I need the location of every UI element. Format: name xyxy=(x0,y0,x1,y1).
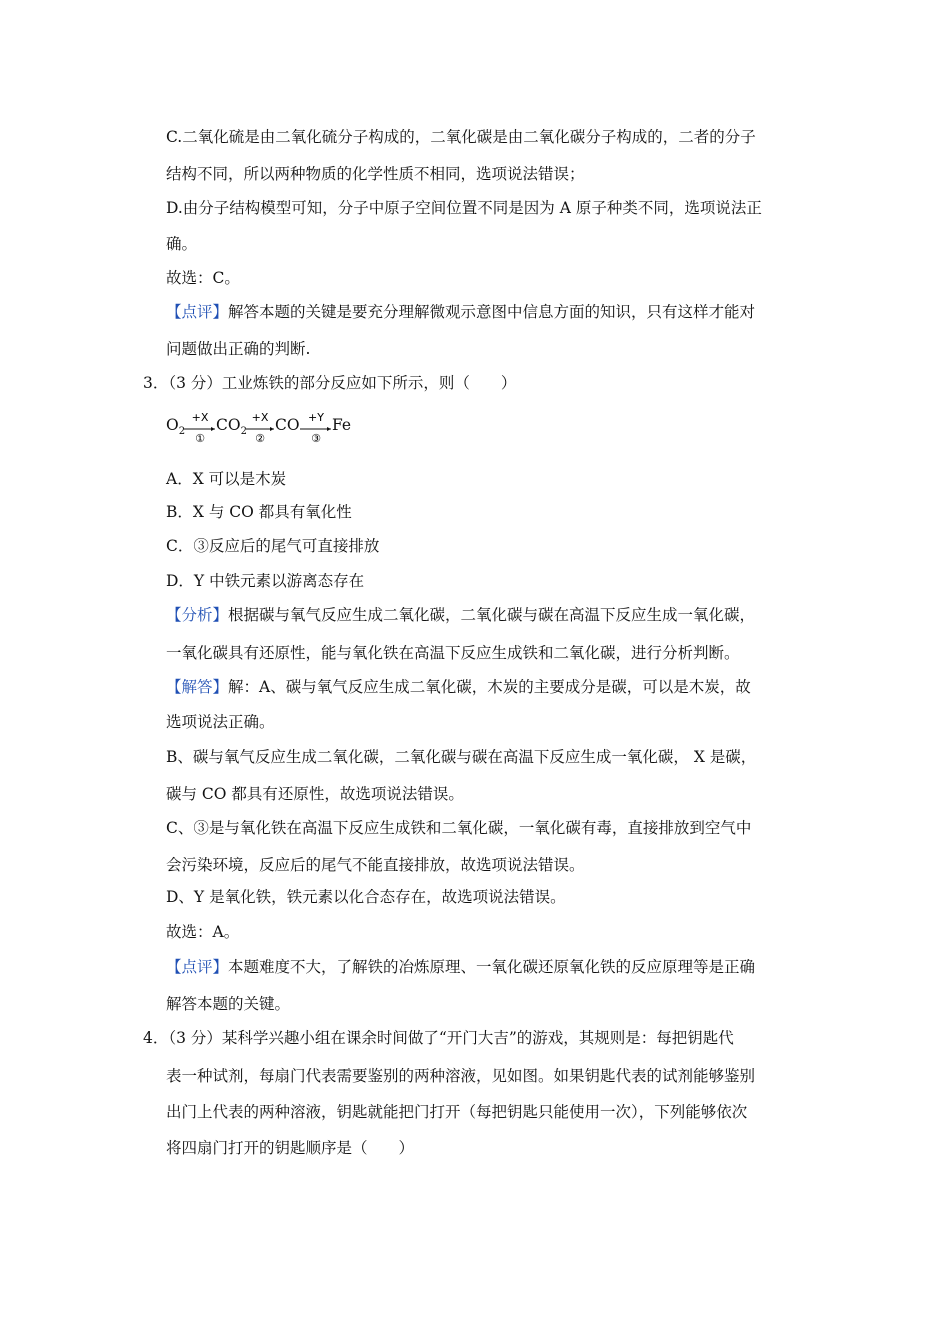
reagent-label: +X xyxy=(251,411,269,424)
text-line: 问题做出正确的判断. xyxy=(166,340,311,358)
text-line: C.二氧化硫是由二氧化硫分子构成的，二氧化碳是由二氧化碳分子构成的，二者的分子 xyxy=(166,128,756,146)
comment-tag: 【点评】 xyxy=(166,958,229,976)
text-line: 故选：A。 xyxy=(166,923,240,941)
step-number: ① xyxy=(195,432,205,445)
text-line: 出门上代表的两种溶液，钥匙就能把门打开（每把钥匙只能使用一次），下列能够依次 xyxy=(166,1103,748,1121)
text-line: C、③是与氧化铁在高温下反应生成铁和二氧化碳，一氧化碳有毒，直接排放到空气中 xyxy=(166,819,752,837)
answer-text: 解：A、碳与氧气反应生成二氧化碳，木炭的主要成分是碳，可以是木炭，故 xyxy=(228,678,751,696)
text-line: 一氧化碳具有还原性，能与氧化铁在高温下反应生成铁和二氧化碳，进行分析判断。 xyxy=(166,644,740,662)
reaction-arrows xyxy=(166,408,366,448)
text-line: B、碳与氧气反应生成二氧化碳，二氧化碳与碳在高温下反应生成一氧化碳， X 是碳， xyxy=(166,748,757,766)
question-4-stem: 4．（3 分）某科学兴趣小组在课余时间做了“开门大吉”的游戏，其规则是：每把钥匙代 xyxy=(143,1029,734,1047)
step-number: ③ xyxy=(311,432,321,445)
option-d: D．Y 中铁元素以游离态存在 xyxy=(166,572,365,590)
option-c: C．③反应后的尾气可直接排放 xyxy=(166,537,380,555)
reaction-equation xyxy=(166,408,366,448)
text-line: D、Y 是氧化铁，铁元素以化合态存在，故选项说法错误。 xyxy=(166,888,566,906)
text-line: 确。 xyxy=(166,235,198,253)
text-line: 表一种试剂，每扇门代表需要鉴别的两种溶液，见如图。如果钥匙代表的试剂能够鉴别 xyxy=(166,1067,756,1085)
arrow-step-1 xyxy=(184,411,215,445)
option-a: A．X 可以是木炭 xyxy=(166,470,287,488)
answer-block xyxy=(166,677,751,697)
comment-block xyxy=(166,957,755,977)
option-b: B．X 与 CO 都具有氧化性 xyxy=(166,503,352,521)
arrow-step-2 xyxy=(246,411,274,445)
text-line: 碳与 CO 都具有还原性，故选项说法错误。 xyxy=(166,785,464,803)
comment-tag: 【点评】 xyxy=(166,303,229,321)
text-line: 将四扇门打开的钥匙顺序是（ ） xyxy=(166,1139,415,1157)
question-3-stem: 3．（3 分）工业炼铁的部分反应如下所示，则（ ） xyxy=(143,374,517,392)
analysis-block xyxy=(166,605,755,625)
reagent-label: +X xyxy=(191,411,209,424)
comment-text: 解答本题的关键是要充分理解微观示意图中信息方面的知识，只有这样才能对 xyxy=(228,303,756,321)
species-o2: $O_2$ xyxy=(166,416,186,438)
answer-tag: 【解答】 xyxy=(166,678,229,696)
analysis-text: 根据碳与氧气反应生成二氧化碳，二氧化碳与碳在高温下反应生成一氧化碳， xyxy=(228,606,756,624)
species-co2: $CO_2$ xyxy=(216,416,247,438)
analysis-tag: 【分析】 xyxy=(166,606,229,624)
text-line: 结构不同，所以两种物质的化学性质不相同，选项说法错误； xyxy=(166,165,585,183)
arrow-step-3 xyxy=(300,411,331,445)
comment-text: 本题难度不大，了解铁的冶炼原理、一氧化碳还原氧化铁的反应原理等是正确 xyxy=(228,958,756,976)
text-line: 会污染环境，反应后的尾气不能直接排放，故选项说法错误。 xyxy=(166,856,585,874)
reagent-label: +Y xyxy=(308,411,324,424)
text-line: 故选：C。 xyxy=(166,269,240,287)
species-co: CO xyxy=(275,416,300,434)
text-line: D.由分子结构模型可知，分子中原子空间位置不同是因为 A 原子种类不同，选项说法正 xyxy=(166,199,762,217)
text-line: 选项说法正确。 xyxy=(166,713,275,731)
comment-block xyxy=(166,302,755,322)
text-line: 解答本题的关键。 xyxy=(166,995,291,1013)
step-number: ② xyxy=(255,432,265,445)
species-fe: Fe xyxy=(332,416,352,434)
